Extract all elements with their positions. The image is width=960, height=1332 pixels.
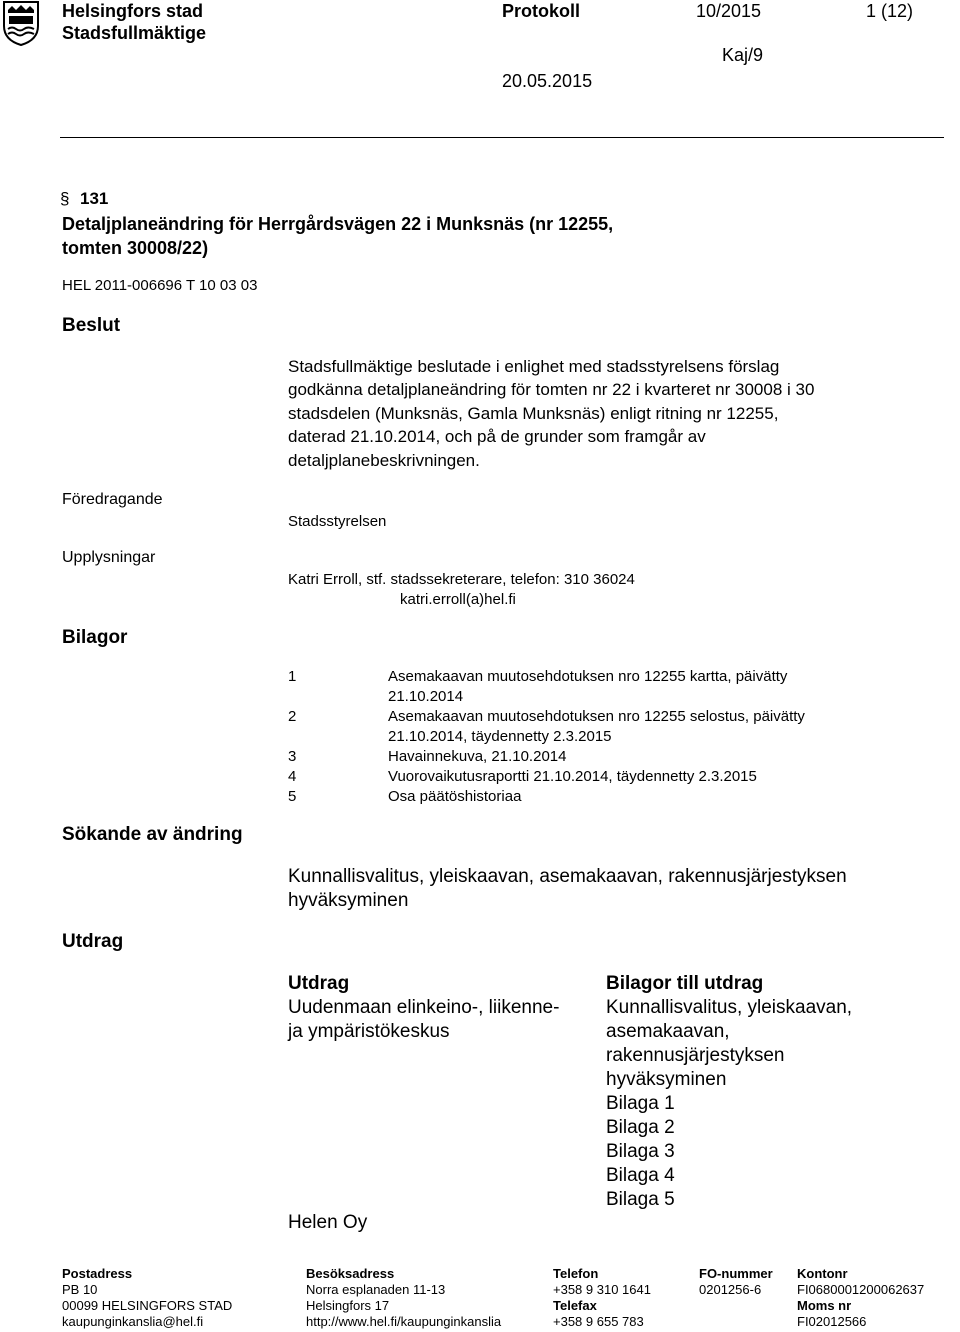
header-divider [60,137,944,138]
header-ref: Kaj/9 [722,45,764,65]
extract-attachment-line: Kunnallisvalitus, yleiskaavan, [606,997,853,1018]
attachment-number: 2 [288,708,297,725]
extract-signer: Helen Oy [288,1212,368,1233]
extract-attachment-line: asemakaavan, [606,1021,730,1042]
footer-visit-line: Helsingfors 17 [306,1298,390,1313]
section-title-line1: Detaljplaneändring för Herrgårdsvägen 22 i Munksnäs (nr 12255, [62,214,614,234]
header-date: 20.05.2015 [502,71,593,91]
extract-recipient-line: ja ympäristökeskus [288,1021,450,1042]
footer-postal-line: 00099 HELSINGFORS STAD [62,1298,233,1313]
header-page: 1 (12) [866,1,914,21]
footer-business-id-label: FO-nummer [699,1266,773,1281]
footer-postal-line: PB 10 [62,1282,98,1297]
label-presenter: Föredragande [62,491,163,508]
case-id: HEL 2011-006696 T 10 03 03 [62,277,258,294]
appeal-line1: Kunnallisvalitus, yleiskaavan, asemakaavan, rakennusjärjestyksen [288,866,847,887]
decision-line: godkänna detaljplaneändring för tomten nr 22 i kvarteret nr 30008 i 30 [288,380,815,399]
info-email: katri.erroll(a)hel.fi [400,591,516,608]
label-decision: Beslut [62,315,121,336]
extract-attachment-line: Bilaga 4 [606,1165,675,1186]
footer-phone-value: +358 9 310 1641 [553,1282,651,1297]
footer-fax-value: +358 9 655 783 [553,1314,644,1329]
attachment-title: Vuorovaikutusraportti 21.10.2014, täydennetty 2.3.2015 [388,768,757,785]
header-body: Stadsfullmäktige [62,23,207,43]
extract-attachment-line: rakennusjärjestyksen [606,1045,785,1066]
attachment-title: Asemakaavan muutosehdotuksen nro 12255 kartta, päivätty [388,668,788,685]
header-doc-type: Protokoll [502,1,581,21]
footer-website-link[interactable]: http://www.hel.fi/kaupunginkanslia [306,1314,502,1329]
extract-recipient-line: Uudenmaan elinkeino-, liikenne- [288,997,560,1018]
decision-line: Stadsfullmäktige beslutade i enlighet med stadsstyrelsens förslag [288,357,780,376]
attachment-item [288,667,787,687]
presenter-value: Stadsstyrelsen [288,513,387,530]
attachment-title: Havainnekuva, 21.10.2014 [388,748,567,765]
footer-email[interactable]: kaupunginkanslia@hel.fi [62,1314,204,1329]
attachment-title-cont: 21.10.2014, täydennetty 2.3.2015 [388,728,612,745]
label-appeal: Sökande av ändring [62,824,243,845]
extract-attachments-heading: Bilagor till utdrag [606,973,764,994]
extract-attachment-line: Bilaga 2 [606,1117,675,1138]
attachment-item [288,747,566,767]
footer-account-value: FI0680001200062637 [797,1282,925,1297]
attachment-number: 3 [288,748,297,765]
attachment-number: 5 [288,788,297,805]
footer-fax-label: Telefax [553,1298,597,1313]
section-title-line2: tomten 30008/22) [62,238,209,258]
footer-vat-label: Moms nr [797,1298,852,1313]
footer-account-label: Kontonr [797,1266,848,1281]
header-org: Helsingfors stad [62,1,204,21]
attachment-title: Asemakaavan muutosehdotuksen nro 12255 selostus, päivätty [388,708,805,725]
footer-vat-value: FI02012566 [797,1314,867,1329]
attachment-title: Osa päätöshistoriaa [388,788,522,805]
label-attachments: Bilagor [62,627,128,648]
attachment-item [288,787,521,807]
extract-attachment-line: hyväksyminen [606,1069,727,1090]
footer-visit-line: Norra esplanaden 11-13 [306,1282,446,1297]
info-contact: Katri Erroll, stf. stadssekreterare, telefon: 310 36024 [288,571,635,588]
decision-line: daterad 21.10.2014, och på de grunder som framgår av [288,427,706,446]
decision-line: detaljplanebeskrivningen. [288,451,480,470]
decision-line: stadsdelen (Munksnäs, Gamla Munksnäs) enligt ritning nr 12255, [288,404,779,423]
header-number: 10/2015 [696,1,762,21]
extract-attachment-line: Bilaga 5 [606,1189,675,1210]
attachment-item [288,767,757,787]
extract-attachment-line: Bilaga 1 [606,1093,675,1114]
footer-phone-label: Telefon [553,1266,599,1281]
footer-postal-label: Postadress [62,1266,133,1281]
city-crest-logo [2,0,40,46]
attachment-number: 4 [288,768,297,785]
footer-business-id-value: 0201256-6 [699,1282,762,1297]
extract-attachment-line: Bilaga 3 [606,1141,675,1162]
section-marker: § [60,189,70,208]
extract-heading: Utdrag [288,973,350,994]
footer-visit-label: Besöksadress [306,1266,395,1281]
label-extract: Utdrag [62,931,124,952]
attachment-item [288,707,805,727]
section-number: 131 [80,189,109,208]
attachment-number: 1 [288,668,297,685]
label-info: Upplysningar [62,549,156,566]
appeal-line2: hyväksyminen [288,890,409,911]
attachment-title-cont: 21.10.2014 [388,688,464,705]
